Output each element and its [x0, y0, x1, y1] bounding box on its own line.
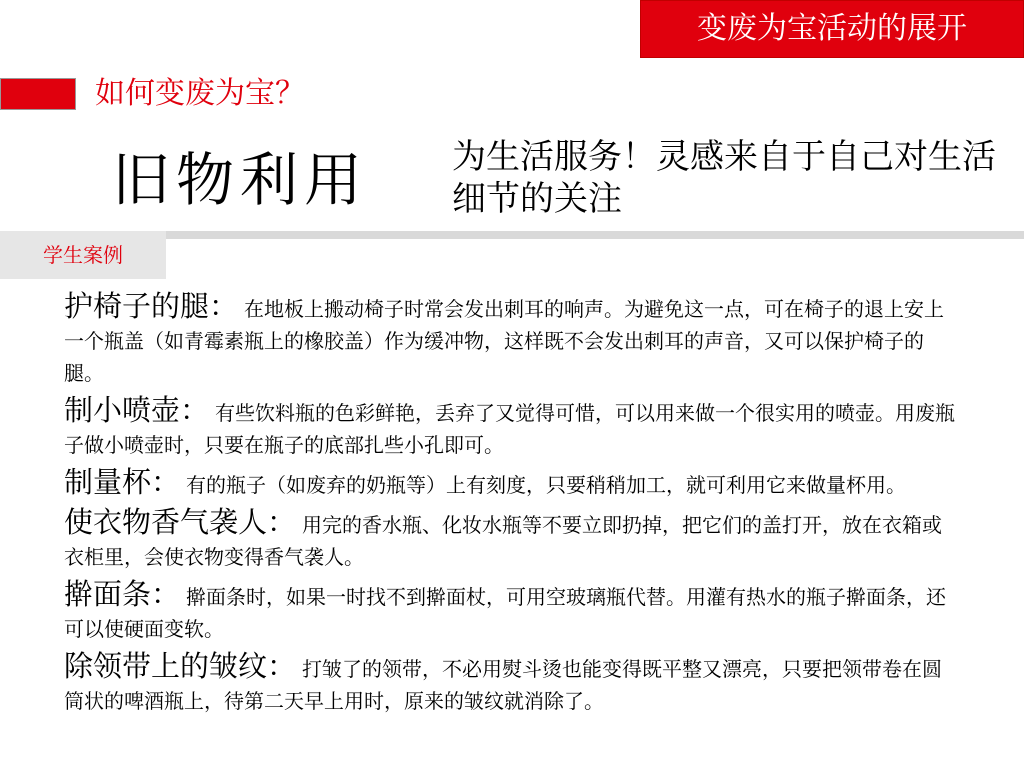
case-item-title: 使衣物香气袭人	[64, 505, 268, 539]
case-item	[64, 466, 959, 501]
case-item	[64, 290, 959, 389]
case-item-title: 擀面条	[64, 577, 152, 611]
case-item	[64, 578, 959, 645]
case-item-text: 有些饮料瓶的色彩鲜艳，丢弃了又觉得可惜，可以用来做一个很实用的喷壶。用废瓶子做小喷壶时，只要在瓶子的底部扎些小孔即可。	[64, 401, 956, 457]
case-item-text: 用完的香水瓶、化妆水瓶等不要立即扔掉，把它们的盖打开，放在衣箱或衣柜里，会使衣物变得香气袭人。	[64, 513, 943, 569]
case-item-colon: ：	[180, 393, 210, 427]
case-item-title: 护椅子的腿	[64, 289, 210, 323]
slide-subtitle: 如何变废为宝？	[95, 76, 305, 111]
case-item-colon: ：	[151, 465, 181, 499]
case-item-colon: ：	[267, 649, 297, 683]
case-item-title: 制量杯	[64, 465, 152, 499]
case-item	[64, 650, 959, 717]
tagline: 为生活服务！灵感来自于自己对生活细节的关注	[452, 137, 996, 219]
section-banner: 变废为宝活动的展开	[640, 0, 1024, 58]
case-list	[64, 290, 959, 722]
case-item	[64, 506, 959, 573]
case-item-text: 打皱了的领带，不必用熨斗烫也能变得既平整又漂亮，只要把领带卷在圆筒状的啤酒瓶上，待第二天早上用时，原来的皱纹就消除了。	[64, 657, 943, 713]
case-item-colon: ：	[151, 577, 181, 611]
case-item-text: 在地板上搬动椅子时常会发出刺耳的响声。为避免这一点，可在椅子的退上安上一个瓶盖（如青霉素瓶上的橡胶盖）作为缓冲物，这样既不会发出刺耳的声音，又可以保护椅子的腿。	[64, 297, 945, 385]
subtitle-marker	[0, 78, 76, 110]
case-item-colon: ：	[209, 289, 239, 323]
case-tag: 学生案例	[0, 231, 166, 279]
case-item-title: 制小喷壶	[64, 393, 181, 427]
case-item	[64, 394, 959, 461]
case-item-title: 除领带上的皱纹	[64, 649, 268, 683]
slide-headline: 旧物利用	[112, 146, 369, 214]
case-item-text: 擀面条时，如果一时找不到擀面杖，可用空玻璃瓶代替。用灌有热水的瓶子擀面条，还可以使硬面变软。	[64, 585, 947, 641]
case-item-colon: ：	[267, 505, 297, 539]
case-item-text: 有的瓶子（如废弃的奶瓶等）上有刻度，只要稍稍加工，就可利用它来做量杯用。	[186, 473, 907, 497]
